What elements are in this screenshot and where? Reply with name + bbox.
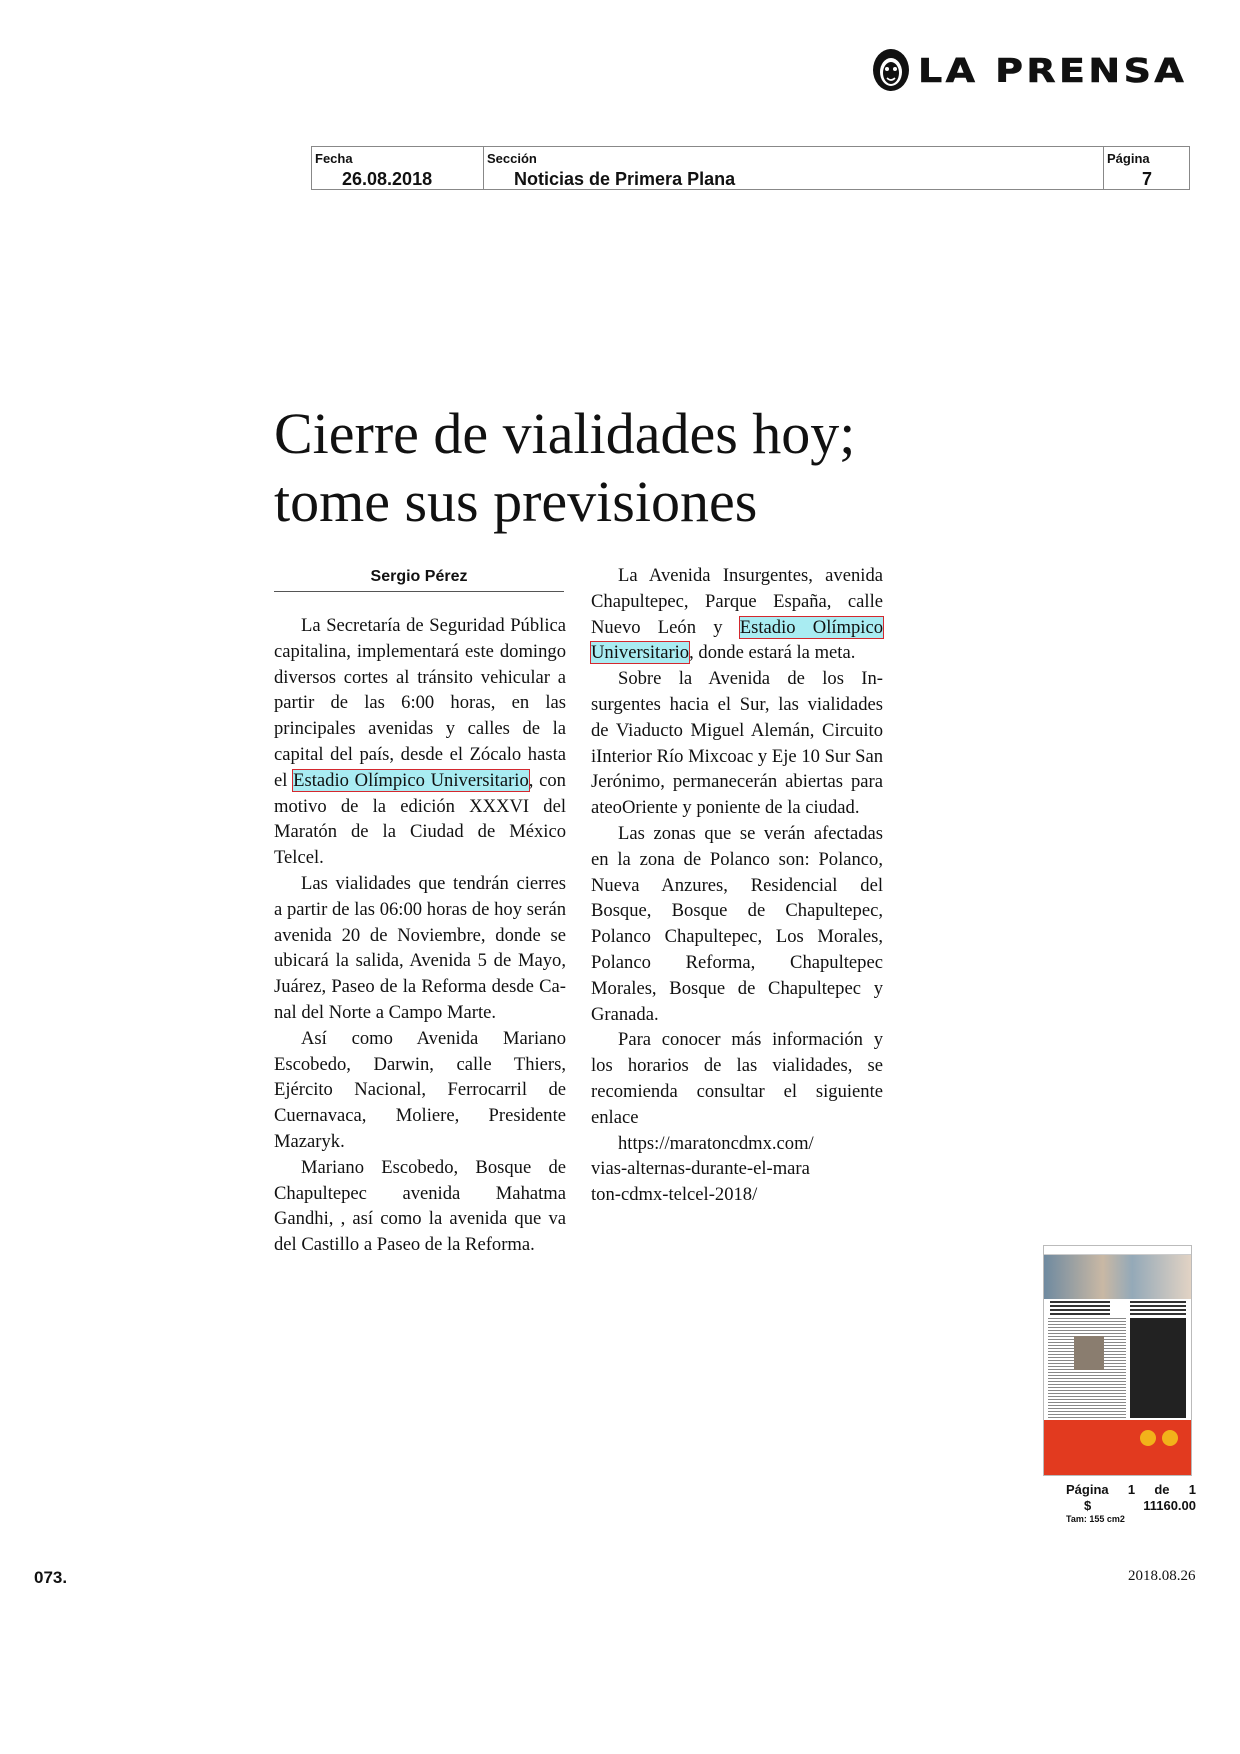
link-line-1: https://maratoncdmx.com/ (618, 1132, 814, 1154)
lion-head-icon (872, 48, 910, 92)
pagina-label: Página (1107, 151, 1150, 166)
meta-pages (1066, 1482, 1196, 1497)
thumb-photo-top (1044, 1255, 1191, 1299)
page-thumbnail (1043, 1245, 1192, 1476)
thumb-photo-mid (1074, 1336, 1104, 1370)
footer-date: 2018.08.26 (1128, 1568, 1196, 1584)
article-headline (274, 400, 914, 536)
paragraph-1-text-end: , con motivo de la edición XXXVI del Maratón de la Ciudad de México Telcel. (274, 769, 566, 869)
seccion-value: Noticias de Primera Plana (514, 169, 736, 189)
article-column-1 (274, 613, 566, 1258)
paragraph-8: Para conocer más información y los horarios de las vialidades, se recomienda consultar el siguiente enlace (591, 1029, 883, 1128)
meta-pagina-total: 1 (1188, 1482, 1196, 1497)
meta-amount: 11160.00 (1143, 1498, 1196, 1513)
link-line-2: vias-alternas-durante-el-mara (591, 1158, 810, 1180)
thumb-headline-2 (1130, 1301, 1186, 1315)
paragraph-6: Sobre la Avenida de los Insurgentes hacia el Sur, las vialidades de Viaducto Miguel Alemán, Circuito iInterior Río Mixcoac y Eje 10 Sur San Jerónimo, permanecerán abiertas para ateoOriente y poniente de la ciudad. (591, 668, 883, 819)
fecha-value: 26.08.2018 (342, 169, 433, 189)
la-prensa-logo (872, 46, 1218, 94)
highlighted-term: Estadio Olímpico Universitario (591, 616, 883, 664)
paragraph-1-text: La Secretaría de Seguridad Pública capitalina, implementará este domingo diversos cortes al tránsito vehicular a partir de las 6:00 horas, en las principales avenidas y calles de la capital del país, desde el Zócalo hasta el (274, 615, 566, 791)
fecha-cell (312, 147, 483, 189)
headline-line-2: tome sus previsiones (274, 469, 758, 534)
paragraph-5-text: La Avenida Insurgentes, avenida Chapultepec, Parque España, calle Nuevo León y (591, 565, 883, 638)
meta-currency: $ (1084, 1498, 1092, 1513)
paragraph-7: Las zonas que se verán afectadas en la zona de Polanco son: Polanco, Nueva Anzures, Residencial del Bosque, Bosque de Chapultepec, Polanco Chapultepec, Los Morales, Polanco Reforma, Chapultepec Morales, Bosque de Chapultepec y Granada. (591, 822, 883, 1025)
link-line-3: ton-cdmx-telcel-2018/ (591, 1184, 758, 1206)
seccion-cell (483, 147, 1103, 189)
paragraph-2: Las vialidades que tendrán cierres a partir de las 06:00 horas de hoy serán avenida 20 de Noviembre, donde se ubicará la salida, Avenida 5 de Mayo, Juárez, Paseo de la Reforma desde Canal del Norte a Campo Marte. (274, 872, 566, 1023)
pagina-value: 7 (1142, 169, 1153, 189)
fecha-label: Fecha (315, 151, 353, 166)
thumb-ad-block (1044, 1420, 1191, 1475)
metadata-table (311, 146, 1190, 190)
page-meta (1066, 1482, 1196, 1524)
document-code: 073. (34, 1568, 68, 1587)
highlighted-term: Estadio Olímpico Universitario (293, 769, 529, 791)
headline-line-1: Cierre de vialidades hoy; (274, 401, 856, 466)
paragraph-3: Así como Avenida Mariano Escobedo, Darwin, calle Thiers, Ejército Nacional, Ferrocarril de Cuernavaca, Moliere, Presidente Mazaryk. (274, 1027, 566, 1152)
paragraph-4: Mariano Escobedo, Bosque de Chapultepec avenida Mahatma Gandhi, , así como la avenida que va del Castillo a Paseo de la Reforma. (274, 1156, 566, 1256)
thumb-dark-block (1130, 1318, 1186, 1418)
seccion-label: Sección (487, 151, 537, 166)
meta-pagina-label: Página (1066, 1482, 1109, 1497)
thumb-headline (1050, 1301, 1110, 1315)
meta-de-label: de (1154, 1482, 1170, 1497)
meta-price (1066, 1498, 1196, 1513)
paragraph-5-text-end: , donde estará la meta. (689, 642, 856, 664)
byline: Sergio Pérez (274, 568, 564, 592)
meta-pagina-num: 1 (1127, 1482, 1136, 1497)
article-link[interactable] (591, 1131, 883, 1208)
paragraph-5 (591, 563, 883, 666)
paragraph-1 (274, 613, 566, 871)
logo-wordmark: LA PRENSA (918, 50, 1188, 90)
pagina-cell (1103, 147, 1189, 189)
thumb-header (1044, 1246, 1191, 1255)
thumb-ad-figure (1140, 1430, 1156, 1446)
thumb-ad-figure-2 (1162, 1430, 1178, 1446)
meta-size: Tam: 155 cm2 (1066, 1514, 1125, 1524)
article-column-2 (591, 563, 883, 1208)
